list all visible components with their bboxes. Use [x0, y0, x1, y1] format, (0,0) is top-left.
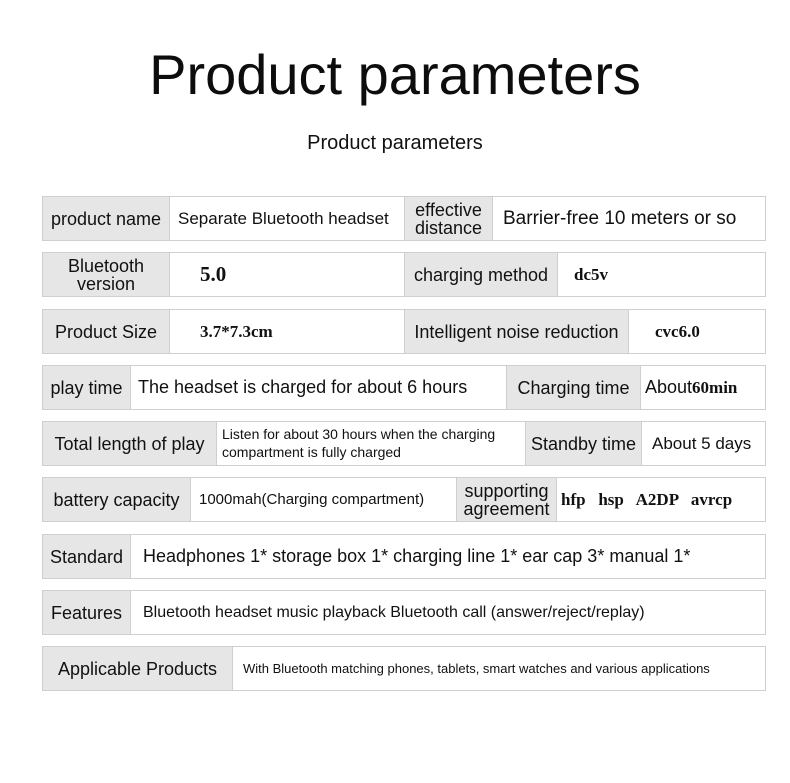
param-label-standby-time: Standby time [526, 422, 642, 465]
param-value-features: Bluetooth headset music playback Bluetooth call (answer/reject/replay) [131, 591, 765, 634]
param-value-charging-method: dc5v [558, 253, 765, 296]
charging-time-amount: 60min [692, 377, 738, 397]
table-row [42, 365, 766, 410]
table-row [42, 646, 766, 691]
param-value-total-play: Listen for about 30 hours when the charging compartment is fully charged [217, 422, 526, 465]
param-label-play-time: play time [43, 366, 131, 409]
param-value-product-size: 3.7*7.3cm [170, 310, 405, 353]
param-value-noise-reduction: cvc6.0 [629, 310, 765, 353]
param-value-standard: Headphones 1* storage box 1* charging line 1* ear cap 3* manual 1* [131, 535, 765, 578]
table-row [42, 534, 766, 579]
table-row [42, 477, 766, 522]
table-row [42, 590, 766, 635]
param-label-total-play: Total length of play [43, 422, 217, 465]
param-label-applicable-products: Applicable Products [43, 647, 233, 690]
param-label-charging-method: charging method [405, 253, 558, 296]
table-row [42, 196, 766, 241]
table-row [42, 309, 766, 354]
param-label-features: Features [43, 591, 131, 634]
param-value-charging-time [641, 366, 765, 409]
param-value-product-name: Separate Bluetooth headset [170, 197, 405, 240]
param-label-product-size: Product Size [43, 310, 170, 353]
param-value-bluetooth-version: 5.0 [170, 253, 405, 296]
page-subtitle: Product parameters [307, 132, 483, 154]
param-label-standard: Standard [43, 535, 131, 578]
charging-time-prefix: About [645, 377, 693, 397]
param-label-charging-time: Charging time [507, 366, 641, 409]
param-label-supporting-agreement: supporting agreement [457, 478, 557, 521]
param-label-product-name: product name [43, 197, 170, 240]
param-label-effective-distance: effective distance [405, 197, 493, 240]
param-label-bluetooth-version: Bluetooth version [43, 253, 170, 296]
param-value-standby-time: About 5 days [642, 422, 765, 465]
param-label-battery-capacity: battery capacity [43, 478, 191, 521]
table-row [42, 421, 766, 466]
param-label-noise-reduction: Intelligent noise reduction [405, 310, 629, 353]
param-value-applicable-products: With Bluetooth matching phones, tablets, smart watches and various applications [233, 647, 765, 690]
param-value-play-time: The headset is charged for about 6 hours [131, 366, 507, 409]
page-title: Product parameters [149, 43, 641, 106]
param-value-supporting-agreement: hfp hsp A2DP avrcp [557, 478, 765, 521]
param-value-battery-capacity: 1000mah(Charging compartment) [191, 478, 457, 521]
param-value-effective-distance: Barrier-free 10 meters or so [493, 197, 765, 240]
table-row [42, 252, 766, 297]
